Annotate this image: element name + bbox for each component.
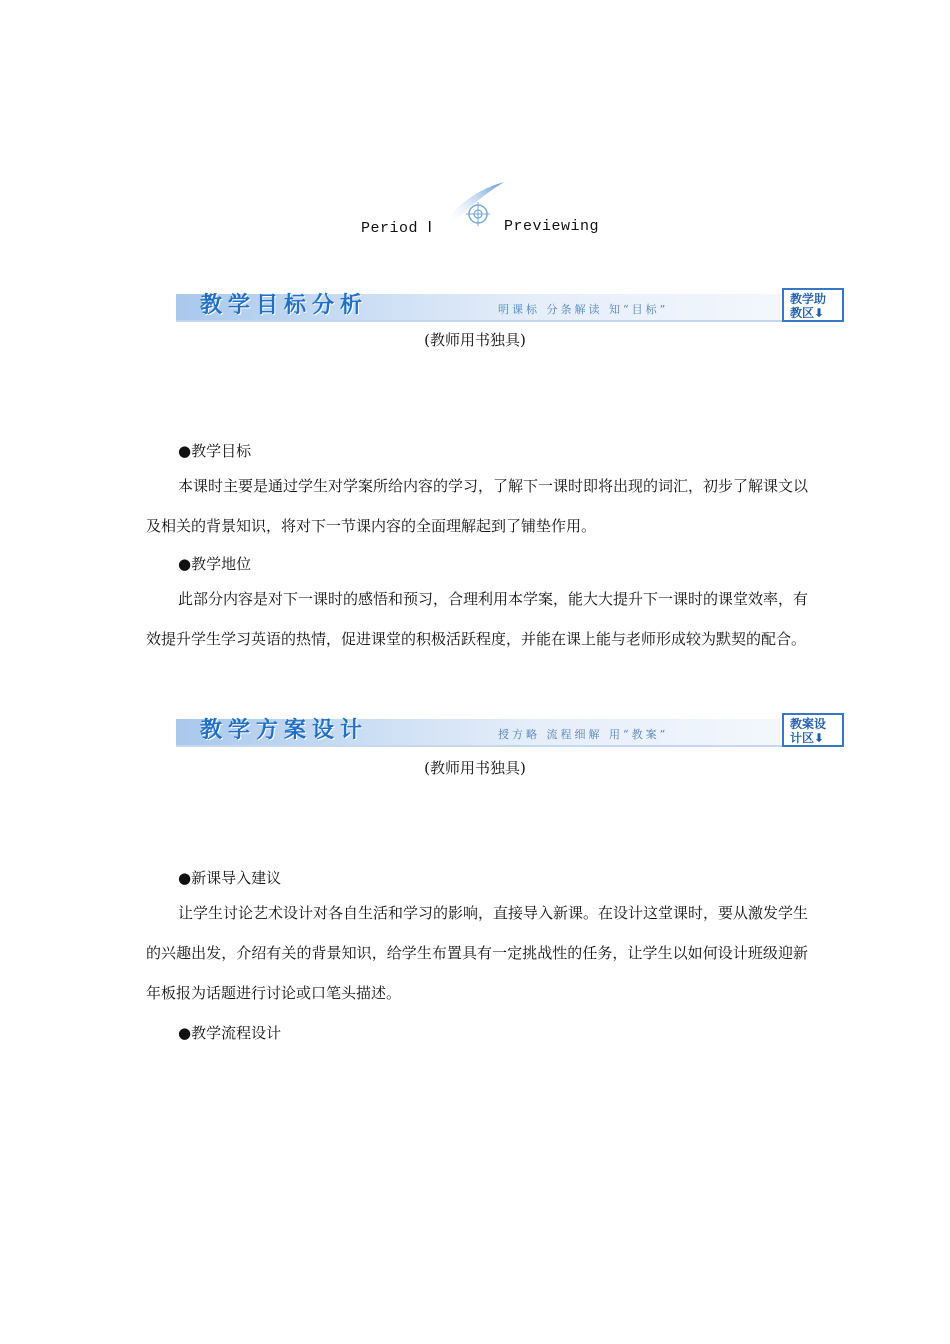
section-banner-objectives [176, 288, 848, 324]
paragraph-objectives: 本课时主要是通过学生对学案所给内容的学习，了解下一课时即将出现的词汇，初步了解课文以及相关的背景知识，将对下一节课内容的全面理解起到了铺垫作用。 [146, 477, 809, 535]
badge-line-1: 教案设 [790, 717, 827, 731]
heading-teaching-status: ●教学地位 [178, 555, 252, 573]
banner-title: 教学目标分析 [200, 292, 369, 318]
teacher-note: (教师用书独具) [424, 759, 526, 777]
teaching-aid-badge[interactable] [782, 288, 844, 322]
target-emblem-icon [438, 180, 508, 230]
lesson-plan-badge[interactable] [782, 713, 844, 747]
badge-line-2: 教区⬇ [790, 306, 825, 320]
paragraph-new-lesson-intro: 让学生讨论艺术设计对各自生活和学习的影响，直接导入新课。在设计这堂课时，要从激发学生的兴趣出发，介绍有关的背景知识，给学生布置具有一定挑战性的任务，让学生以如何设计班级迎新年板报为话题进行讨论或口笔头描述。 [146, 904, 809, 1002]
period-header [0, 180, 950, 240]
banner-subtitle: 授方略 流程细解 用“教案” [498, 728, 669, 741]
paragraph-status: 此部分内容是对下一课时的感悟和预习，合理利用本学案，能大大提升下一课时的课堂效率，有效提升学生学习英语的热情，促进课堂的积极活跃程度，并能在课上能与老师形成较为默契的配合。 [146, 590, 809, 648]
heading-new-lesson-intro: ●新课导入建议 [178, 869, 282, 887]
banner-subtitle: 明课标 分条解读 知“目标” [498, 303, 669, 316]
period-label: Period Ⅰ [361, 220, 433, 237]
badge-line-2: 计区⬇ [790, 731, 825, 745]
heading-teaching-objectives: ●教学目标 [178, 442, 252, 460]
period-title: Previewing [504, 218, 600, 235]
teacher-note: (教师用书独具) [424, 331, 526, 349]
section-banner-plan [176, 713, 848, 749]
badge-line-1: 教学助 [790, 292, 827, 306]
banner-title: 教学方案设计 [200, 717, 369, 743]
heading-teaching-flow: ●教学流程设计 [178, 1024, 282, 1042]
